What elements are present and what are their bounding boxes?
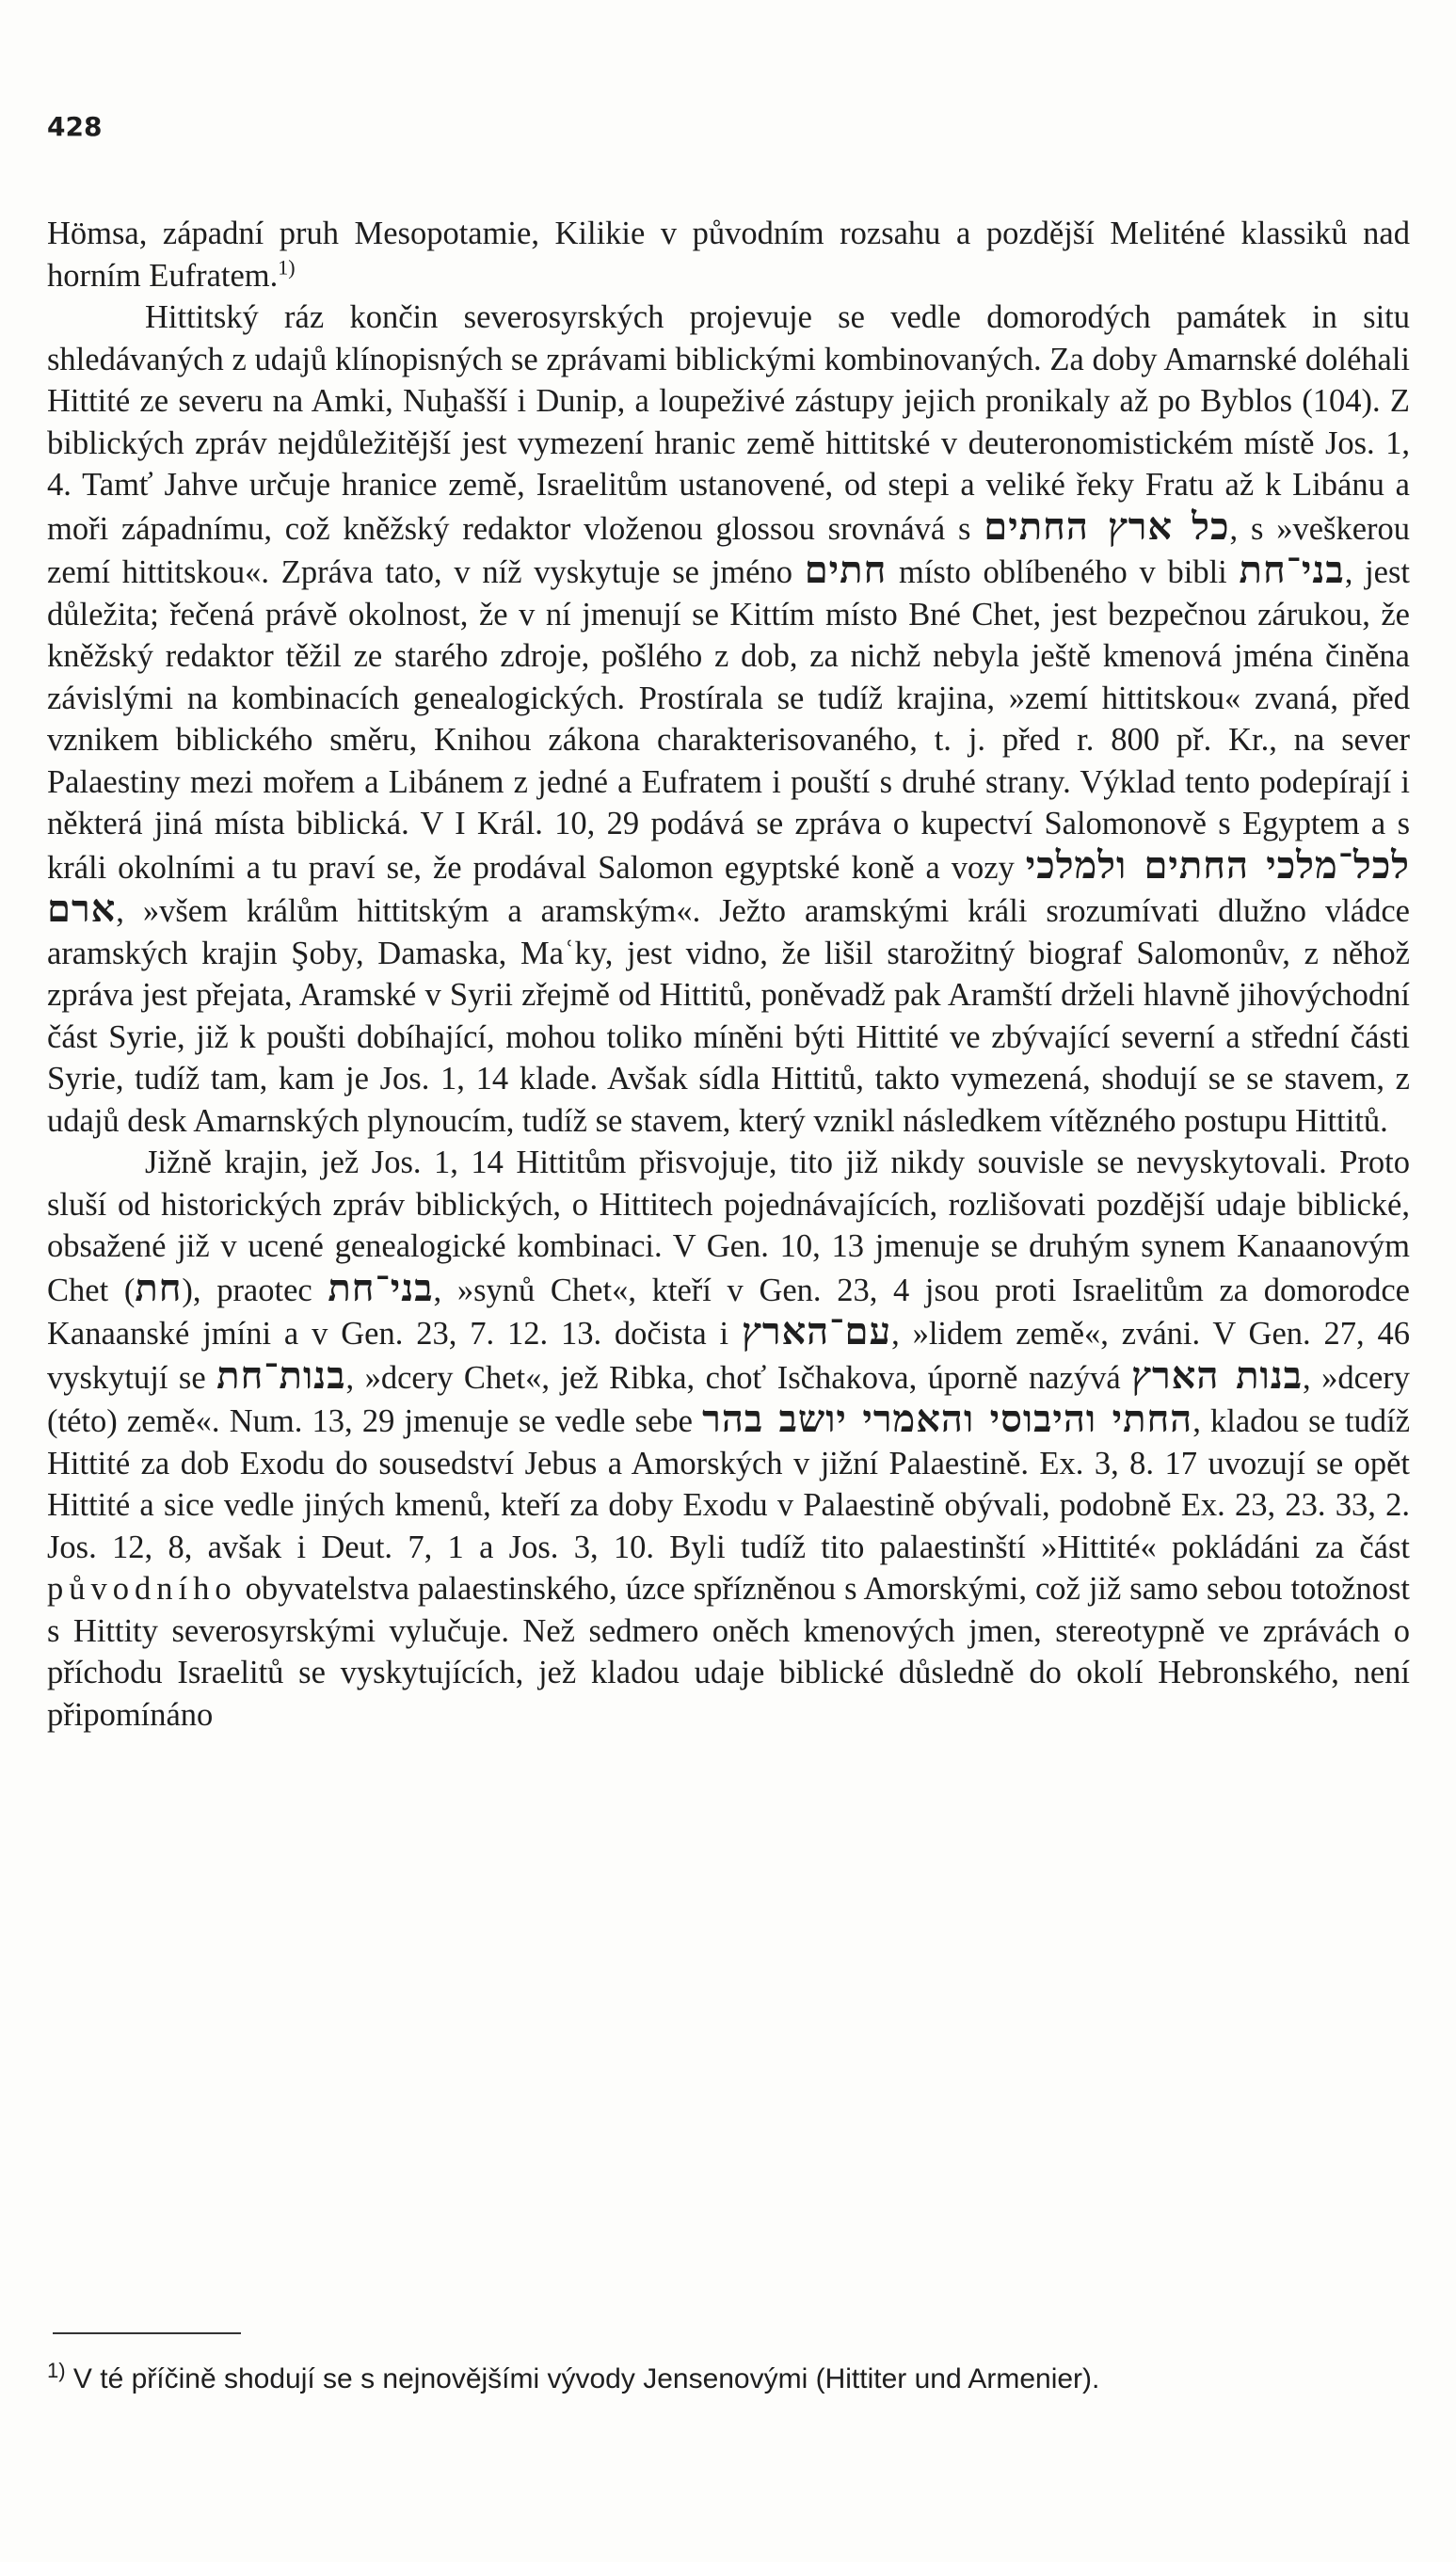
footnote [47, 2361, 1410, 2398]
hebrew-phrase: החתי והיבוסי והאמרי יושב בהר [702, 1397, 1193, 1441]
hebrew-phrase: חתים [804, 548, 888, 592]
text-segment: ), praotec [182, 1272, 312, 1308]
main-text [47, 213, 1410, 1736]
text-segment: Hittitský ráz končin severosyrských projevuje se vedle domorodých památek in situ shledávaných z udajů klínopisných se zprávami biblickými kombinovaných. Za doby Amarnské doléhali Hittité ze severu na Amki, Nuḫašší i Dunip, a loupeživé zástupy jejich pronikaly až po Byblos (104). Z biblických zpráv nejdůležitější jest vymezení hranic země hittitské v deuteronomistickém místě Jos. 1, 4. Tamť Jahve určuje hranice země, Israelitům ustanovené, od stepi a veliké řeky Fratu až k Libánu a moři západnímu, což kněžský redaktor vloženou glossou srovnává s [47, 299, 1410, 547]
footnote-divider [53, 2332, 241, 2334]
text-segment: Hömsa, západní pruh Mesopotamie, Kilikie v původním rozsahu a pozdější Meliténé klassiků nad horním Eufratem. [47, 216, 1410, 294]
text-segment: , »dcery Chet«, jež Ribka, choť Isčhakova, úporně nazývá [345, 1359, 1121, 1396]
hebrew-phrase: כל ארץ החתים [984, 504, 1230, 549]
hebrew-phrase: בני־חת [328, 1265, 434, 1310]
hebrew-phrase: בנות־חת [216, 1353, 346, 1398]
footnote-text: V té příčině shodují se s nejnovějšími vývody Jensenovými (Hittiter und Armenier). [72, 2363, 1100, 2394]
text-segment: , »všem králům hittitským a aramským«. Ježto aramskými králi srozumívati dlužno vládce aramských krajin Şoby, Damaska, Maʿky, jest vidno, že lišil starožitný biograf Salomonův, z něhož zpráva jest přejata, Aramské v Syrii zřejmě od Hittitů, poněvadž pak Aramští drželi hlavně jihovýchodní část Syrie, již k poušti dobíhající, mohou toliko míněni býti Hittité ve zbývající severní a střední části Syrie, tudíž tam, kam je Jos. 1, 14 klade. Avšak sídla Hittitů, takto vymezená, shodují se se stavem, z udajů desk Amarnských plynoucím, tudíž se stavem, který vznikl následkem vítězného postupu Hittitů. [47, 893, 1410, 1139]
hebrew-phrase: עם־הארץ [742, 1309, 892, 1353]
page-number: 428 [47, 111, 103, 142]
text-segment: Jižně krajin, jež Jos. 1, 14 Hittitům přisvojuje, tito již nikdy souvisle se nevyskytovali. Proto sluší od historických zpráv biblických, o Hittitech pojednávajících, rozlišovati pozdější udaje biblické, obsažené již v ucené genealogické kombinaci. V Gen. 10, 13 jmenuje se druhým synem Kanaanovým Chet ( [47, 1145, 1410, 1308]
paragraph [47, 1142, 1410, 1736]
paragraph [47, 296, 1410, 1142]
spaced-emphasis: původního [47, 1571, 237, 1607]
text-segment: , s »veškerou zemí hittitskou«. Zpráva tato, v níž vyskytuje se jméno [47, 510, 1411, 590]
paragraph [47, 213, 1410, 296]
hebrew-phrase: לכל־מלכי החתים ולמלכי ארם [47, 842, 1410, 931]
text-segment: místo oblíbeného v bibli [899, 554, 1227, 590]
hebrew-phrase: חת [135, 1265, 183, 1310]
text-segment: , kladou se tudíž Hittité za dob Exodu do sousedství Jebus a Amorských v jižní Palaestině. Ex. 3, 8. 17 uvozují se opět Hittité a sice vedle jiných kmenů, kteří za doby Exodu v Palaestině obývali, podobně Ex. 23, 23. 33, 2. Jos. 12, 8, avšak i Deut. 7, 1 a Jos. 3, 10. Byli tudíž tito palaestinští »Hittité« pokládáni za část [47, 1403, 1411, 1565]
footnote-reference: 1) [278, 255, 296, 279]
text-segment: , »dcery (této) země«. Num. 13, 29 jmenuje se vedle sebe [47, 1359, 1411, 1439]
text-segment: obyvatelstva palaestinského, úzce spřízněnou s Amorskými, což již samo sebou totožnost s Hittity severosyrskými vylučuje. Než sedmero oněch kmenových jmen, stereotypně ve zprávách o příchodu Israelitů se vyskytujících, jež kladou udaje biblické důsledně do okolí Hebronského, není připomínáno [47, 1571, 1410, 1733]
text-segment: , jest důležita; řečená právě okolnost, že v ní jmenují se Kittím místo Bné Chet, jest bezpečnou zárukou, že kněžský redaktor těžil ze starého zdroje, pošlého z dob, za nichž nebyla ještě kmenová jména činěna závislými na kombinacích genealogických. Prostírala se tudíž krajina, »zemí hittitskou« zvaná, před vznikem biblického směru, Knihou zákona charakterisovaného, t. j. před r. 800 př. Kr., na sever Palaestiny mezi mořem a Libánem z jedné a Eufratem i pouští s druhé strany. Výklad tento podepírají i některá jiná místa biblická. V I Král. 10, 29 podává se zpráva o kupectví Salomonově s Egyptem a s králi okolními a tu praví se, že prodával Salomon egyptské koně a vozy [47, 554, 1410, 886]
footnote-mark: 1) [47, 2359, 66, 2382]
hebrew-phrase: בנות הארץ [1131, 1353, 1304, 1398]
text-segment: , »lidem země«, zváni. V Gen. 27, 46 vyskytují se [47, 1316, 1411, 1396]
text-segment: , »synů Chet«, kteří v Gen. 23, 4 jsou proti Israelitům za domorodce Kanaanské jmíni a v Gen. 23, 7. 12. 13. dočista i [47, 1272, 1410, 1352]
hebrew-phrase: בני־חת [1239, 548, 1345, 592]
